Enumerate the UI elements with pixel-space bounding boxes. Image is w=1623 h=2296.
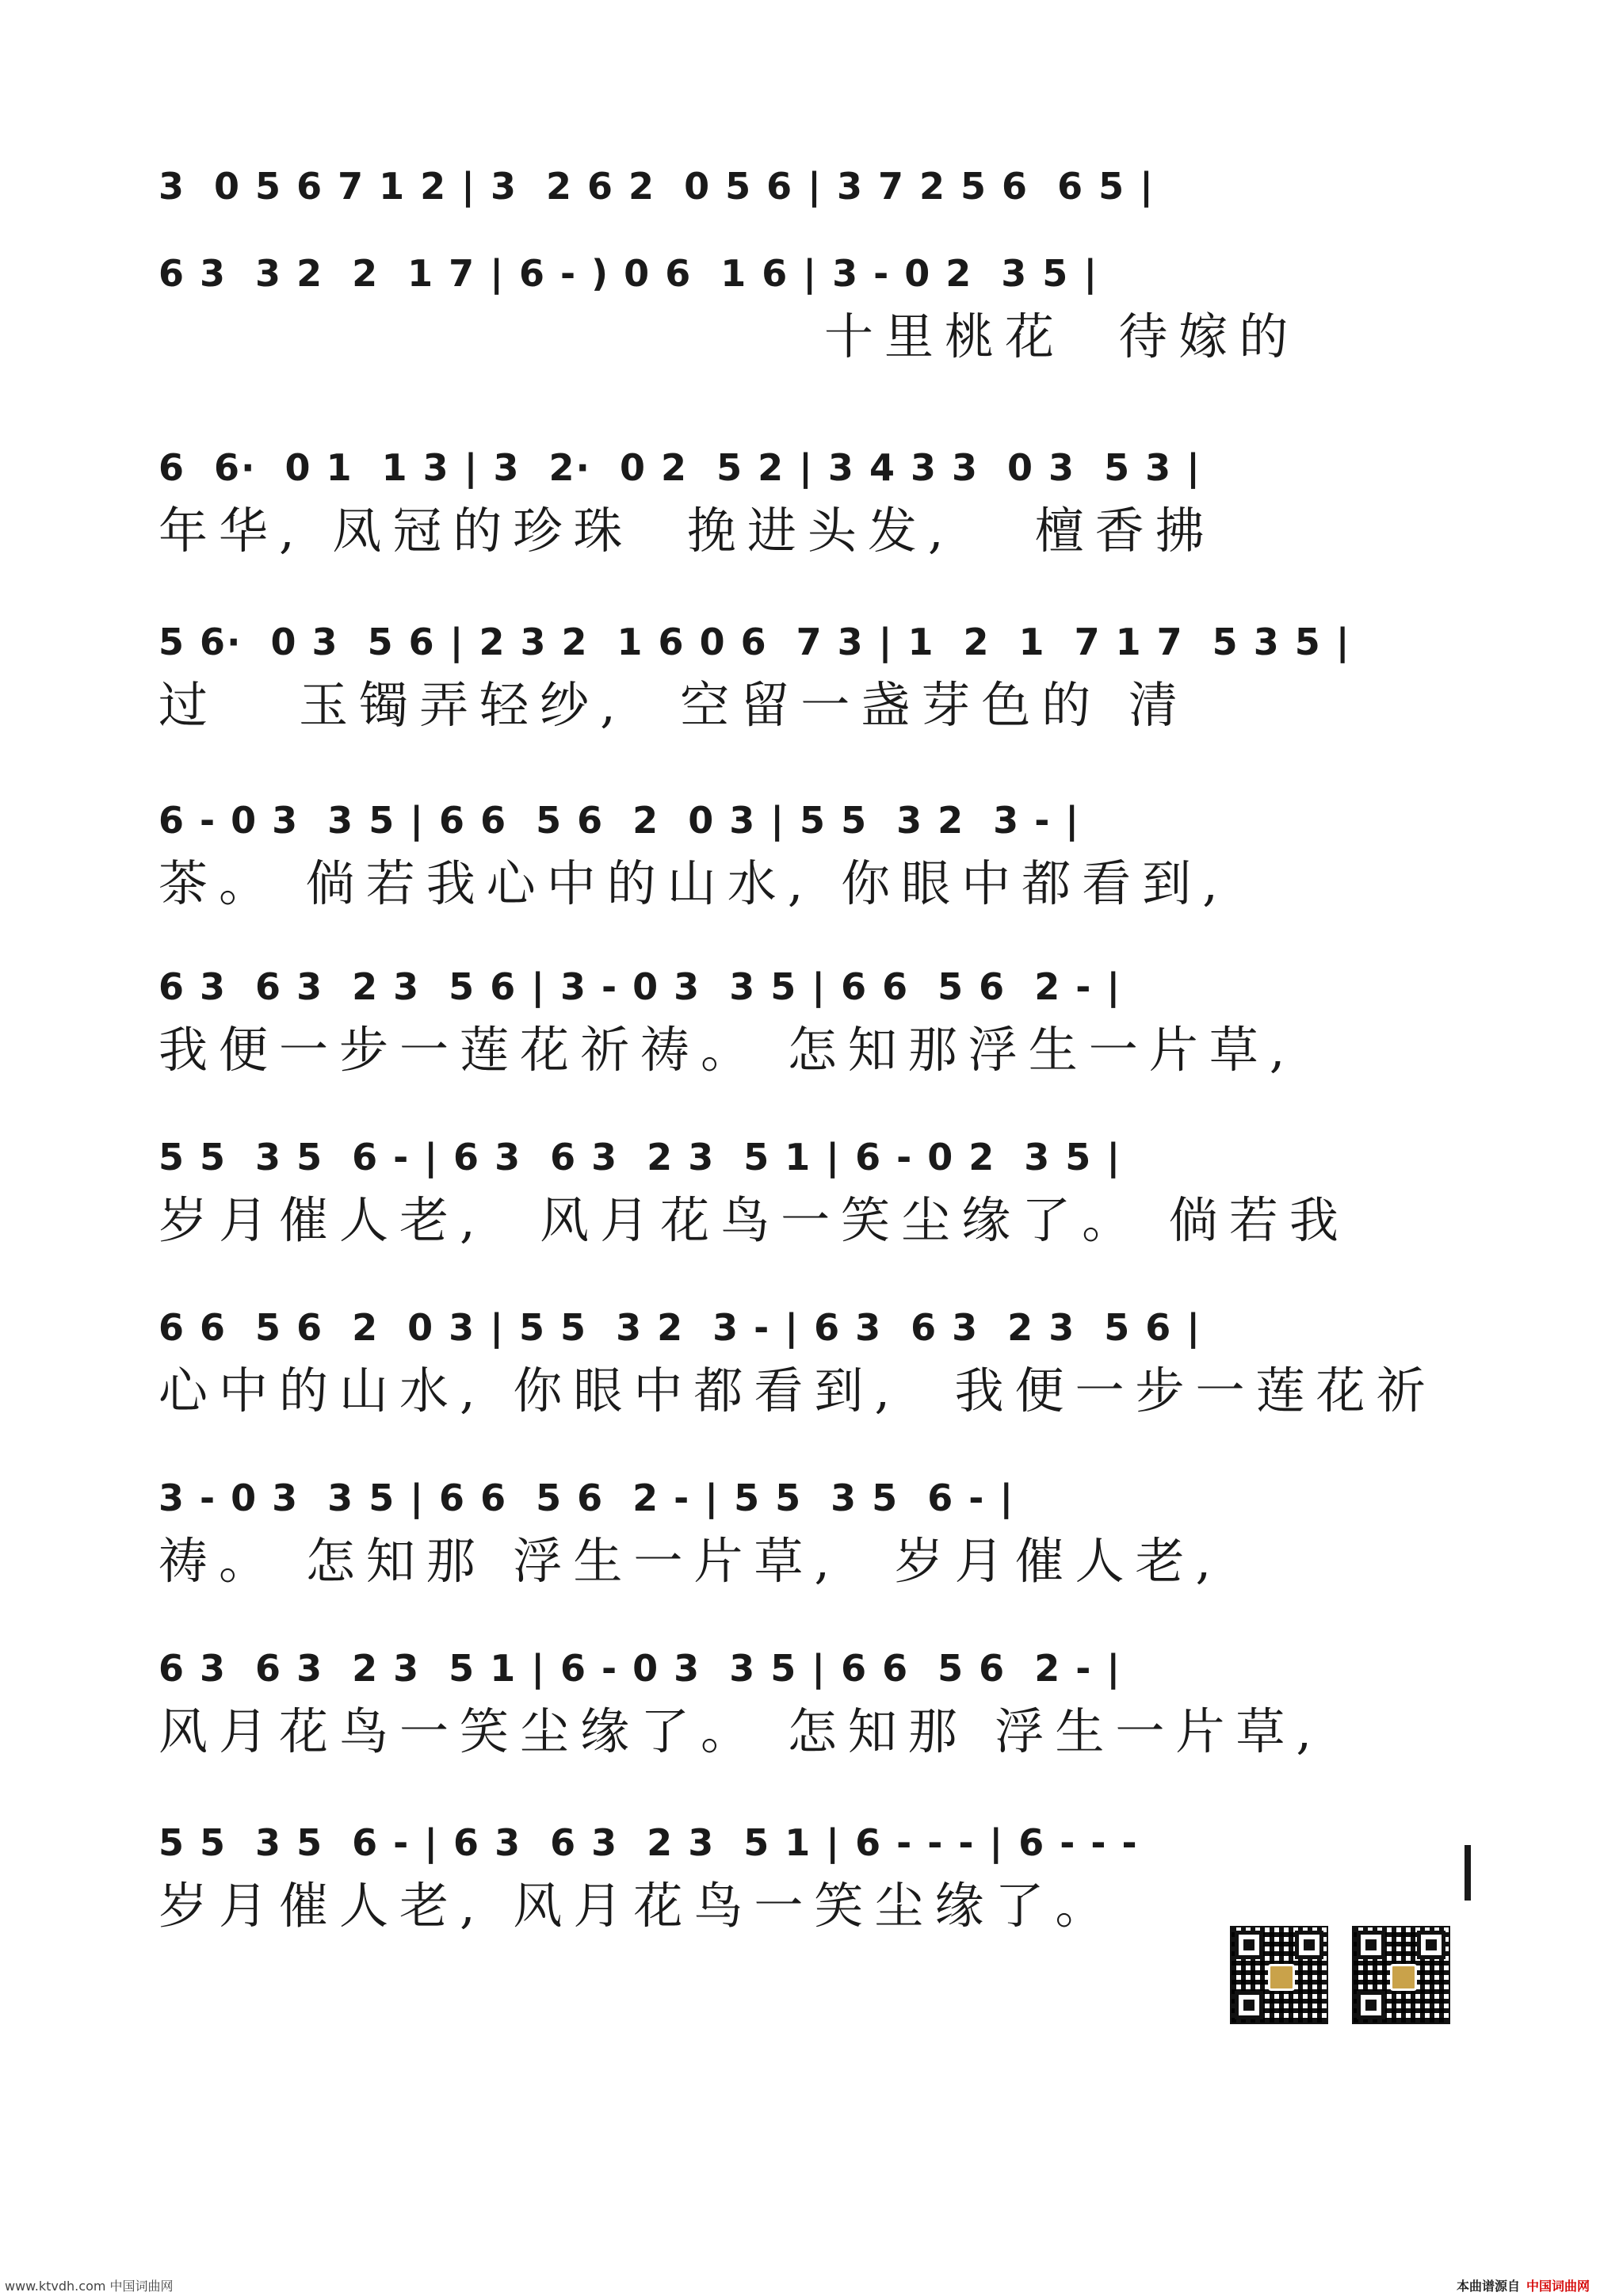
score-system-9 (158, 1470, 1474, 1590)
notation-line: 3 - 0 3 3 5 | 6 6 5 6 2 - | 5 5 3 5 6 - | (158, 1477, 1015, 1519)
score-system-4 (158, 614, 1474, 734)
notation-line: 6 6· 0 1 1 3 | 3 2· 0 2 5 2 | 3 4 3 3 0 3 5 3 | (158, 446, 1201, 489)
footer-credit-prefix: 本曲谱源自 (1457, 2279, 1521, 2294)
notation-line: 5 5 3 5 6 - | 6 3 6 3 2 3 5 1 | 6 - 0 2 3 5 | (158, 1136, 1122, 1179)
score-system-2 (158, 246, 1474, 365)
lyric-line: 过 玉镯弄轻纱, 空留一盏芽色的 清 (158, 676, 1189, 734)
qr-code-icon (1352, 1926, 1450, 2024)
notation-line: 6 3 3 2 2 1 7 | 6 - ) 0 6 1 6 | 3 - 0 2 3 5 | (158, 252, 1099, 295)
lyric-line: 年华, 凤冠的珍珠 挽进头发, 檀香拂 (158, 502, 1216, 560)
footer-brand: 中国词曲网 (1526, 2279, 1591, 2294)
lyric-line: 祷。 怎知那 浮生一片草, 岁月催人老, (158, 1532, 1223, 1590)
final-barline (1465, 1845, 1471, 1901)
score-system-7 (158, 1129, 1474, 1249)
qr-code-icon (1230, 1926, 1328, 2024)
lyric-line: 心中的山水, 你眼中都看到, 我便一步一莲花祈 (158, 1362, 1437, 1419)
score-system-11 (158, 1815, 1474, 1935)
lyric-line: 风月花鸟一笑尘缘了。 怎知那 浮生一片草, (158, 1702, 1323, 1760)
notation-line: 5 6· 0 3 5 6 | 2 3 2 1 6 0 6 7 3 | 1 2 1 7 1 7 5 3 5 | (158, 621, 1351, 663)
lyric-line: 岁月催人老, 风月花鸟一笑尘缘了。 倘若我 (158, 1191, 1350, 1249)
notation-line: 6 3 6 3 2 3 5 1 | 6 - 0 3 3 5 | 6 6 5 6 2 - | (158, 1647, 1122, 1690)
score-system-8 (158, 1300, 1474, 1419)
lyric-line: 岁月催人老, 风月花鸟一笑尘缘了。 (158, 1877, 1116, 1935)
qr-logo-icon (1390, 1964, 1417, 1991)
notation-line: 6 6 5 6 2 0 3 | 5 5 3 2 3 - | 6 3 6 3 2 3 5 6 | (158, 1306, 1202, 1349)
notation-line: 6 3 6 3 2 3 5 6 | 3 - 0 3 3 5 | 6 6 5 6 2 - | (158, 965, 1122, 1008)
qr-logo-icon (1268, 1964, 1295, 1991)
footer-source-text: www.ktvdh.com 中国词曲网 (5, 2279, 174, 2294)
lyric-line: 我便一步一莲花祈祷。 怎知那浮生一片草, (158, 1021, 1296, 1079)
score-system-10 (158, 1641, 1474, 1760)
notation-line: 3 0 5 6 7 1 2 | 3 2 6 2 0 5 6 | 3 7 2 5 6 6 5 | (158, 165, 1155, 208)
score-system-6 (158, 959, 1474, 1079)
footer-credit (1457, 2276, 1590, 2294)
lyric-line: 十里桃花 待嫁的 (824, 308, 1300, 365)
notation-line: 6 - 0 3 3 5 | 6 6 5 6 2 0 3 | 5 5 3 2 3 - | (158, 799, 1081, 842)
score-system-3 (158, 440, 1474, 560)
lyric-line: 茶。 倘若我心中的山水, 你眼中都看到, (158, 854, 1229, 912)
score-system-5 (158, 793, 1474, 912)
notation-line: 5 5 3 5 6 - | 6 3 6 3 2 3 5 1 | 6 - - - | 6 - - - (158, 1821, 1139, 1864)
